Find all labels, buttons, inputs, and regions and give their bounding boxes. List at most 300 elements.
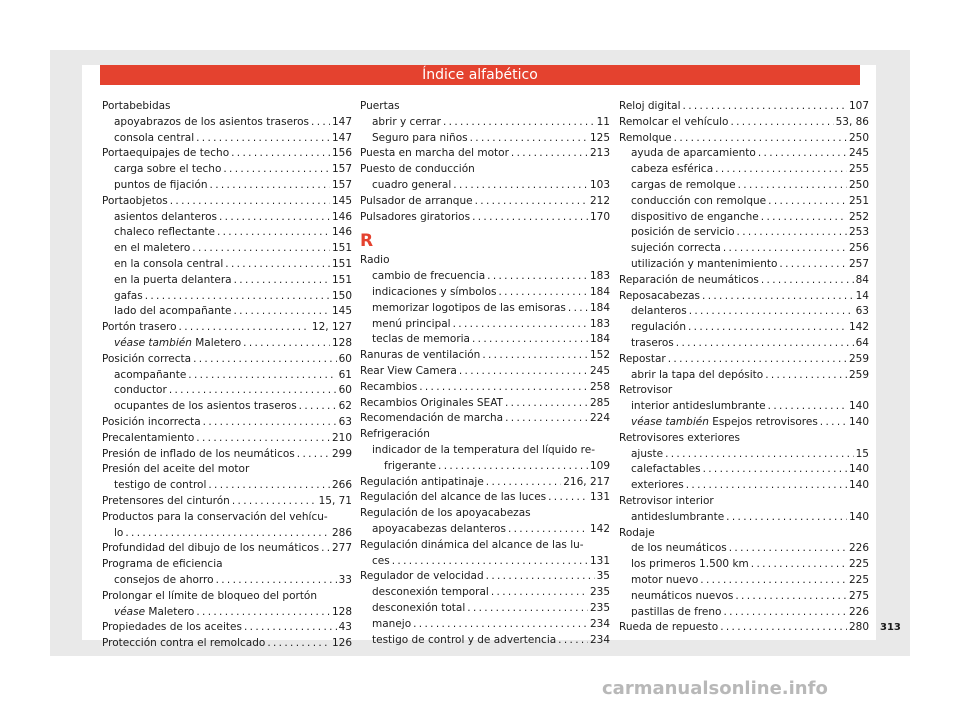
dot-leader [193,352,337,368]
entry-page-ref: 210 [331,431,352,444]
dot-leader [498,285,587,301]
entry-page-ref: 63 [338,415,352,428]
dot-leader [486,475,561,491]
entry-page-ref: 250 [848,131,869,144]
index-entry [619,352,869,368]
index-entry [360,364,610,380]
index-entry [102,383,352,399]
index-entry [102,399,352,415]
entry-label: consola central [114,131,195,144]
dot-leader [676,336,854,352]
entry-label: cabeza esférica [631,163,714,176]
entry-label: acompañante [114,368,187,381]
entry-label: carga sobre el techo [114,163,222,176]
entry-label: Puesta en marcha del motor [360,147,509,160]
entry-page-ref: 63 [855,305,869,318]
entry-label: utilización y mantenimiento [631,257,778,270]
entry-label: Propiedades de los aceites [102,621,242,634]
entry-page-ref: 235 [589,586,610,599]
index-entry [619,131,869,147]
entry-page-ref: 151 [331,257,352,270]
index-entry [360,585,610,601]
index-entry [102,620,352,636]
page-header: Índice alfabético [100,65,860,85]
dot-leader [505,411,588,427]
entry-label: en la puerta delantera [114,273,232,286]
index-entry [360,178,610,194]
entry-label: lado del acompañante [114,305,232,318]
entry-label: Posición correcta [102,352,192,365]
entry-label: desconexión temporal [372,586,489,599]
dot-leader [413,617,588,633]
index-entry [360,569,610,585]
dot-leader [392,554,588,570]
index-heading: Rodaje [619,526,655,539]
index-entry [102,210,352,226]
dot-leader [244,620,337,636]
entry-page-ref: 256 [848,242,869,255]
entry-label: Regulador de velocidad [360,570,484,583]
index-entry [360,317,610,333]
index-entry [102,447,352,463]
index-entry [360,459,610,475]
entry-page-ref: 12, 127 [311,321,352,334]
dot-leader [751,557,847,573]
entry-label: Seguro para niños [372,131,468,144]
entry-label: de los neumáticos [631,542,727,555]
entry-page-ref: 255 [848,163,869,176]
index-entry [619,399,869,415]
entry-label: ces [372,554,390,567]
entry-label: menú principal [372,317,451,330]
dot-leader [443,115,595,131]
index-heading: Radio [360,254,390,267]
dot-leader [487,269,588,285]
entry-label: Profundidad del dibujo de los neumáticos [102,542,320,555]
dot-leader [668,352,847,368]
entry-page-ref: 146 [331,210,352,223]
entry-page-ref: 170 [589,210,610,223]
entry-page-ref: 60 [338,352,352,365]
index-heading: Puesto de conducción [360,163,475,176]
dot-leader [297,447,330,463]
dot-leader [683,99,847,115]
entry-label: lo [114,526,124,539]
index-entry [102,494,352,510]
entry-page-ref: 280 [848,621,869,634]
entry-label: los primeros 1.500 km [631,558,749,571]
entry-page-ref: 259 [848,368,869,381]
entry-label: puntos de fijación [114,178,208,191]
entry-page-ref: 35 [596,570,610,583]
entry-label: ayuda de aparcamiento [631,147,756,160]
index-heading: Productos para la conservación del vehícu- [102,510,328,523]
dot-leader [419,380,588,396]
entry-page-ref: 259 [848,352,869,365]
index-column-2 [360,99,610,648]
entry-page-ref: 150 [331,289,352,302]
entry-label: Pretensores del cinturón [102,494,230,507]
index-entry [360,210,610,226]
entry-page-ref: 275 [848,589,869,602]
entry-page-ref: 125 [589,131,610,144]
dot-leader [210,178,330,194]
index-entry [619,241,869,257]
entry-page-ref: 152 [589,349,610,362]
dot-leader [459,364,588,380]
dot-leader [475,194,588,210]
page-number: 313 [880,622,901,633]
index-entry [360,285,610,301]
entry-label: Recambios [360,380,418,393]
index-entry [619,304,869,320]
index-entry [360,269,610,285]
entry-label [114,336,241,352]
dot-leader [729,541,847,557]
entry-label: Pulsadores giratorios [360,210,471,223]
index-entry [360,411,610,427]
see-also-label: véase [114,605,146,618]
entry-page-ref: 103 [589,178,610,191]
index-entry [102,194,352,210]
index-heading: Retrovisor interior [619,494,714,507]
entry-page-ref: 250 [848,178,869,191]
dot-leader [192,241,330,257]
entry-label: cargas de remolque [631,178,736,191]
index-entry [102,541,352,557]
entry-label: Reparación de neumáticos [619,273,759,286]
entry-label: Pulsador de arranque [360,194,473,207]
entry-label: Repostar [619,352,666,365]
entry-page-ref: 183 [589,317,610,330]
index-entry [619,573,869,589]
entry-label: delanteros [631,305,687,318]
entry-label: desconexión total [372,601,466,614]
entry-page-ref: 225 [848,558,869,571]
entry-page-ref: 142 [848,321,869,334]
index-entry [102,320,352,336]
watermark: carmanualsonline.info [602,678,828,699]
dot-leader [299,399,337,415]
dot-leader [472,332,588,348]
dot-leader [758,146,847,162]
index-entry [102,336,352,352]
entry-page-ref: 15, 71 [318,494,352,507]
entry-page-ref: 253 [848,226,869,239]
entry-page-ref: 257 [848,257,869,270]
dot-leader [820,415,847,431]
index-entry [360,617,610,633]
entry-page-ref: 245 [589,364,610,377]
entry-label: apoyabrazos de los asientos traseros [114,115,310,128]
dot-leader [558,633,588,649]
entry-label: sujeción correcta [631,242,721,255]
dot-leader [196,431,330,447]
dot-leader [453,178,588,194]
dot-leader [735,589,847,605]
index-entry [360,475,610,491]
entry-page-ref: 234 [589,617,610,630]
index-entry [360,633,610,649]
index-heading: Programa de eficiencia [102,558,223,571]
dot-leader [217,225,330,241]
entry-label: antideslumbrante [631,510,725,523]
index-heading: Refrigeración [360,428,430,441]
entry-page-ref: 142 [589,522,610,535]
entry-page-ref: 33 [338,573,352,586]
entry-label: Recambios Originales SEAT [360,396,503,409]
index-heading: Retrovisor [619,384,673,397]
entry-page-ref: 60 [338,384,352,397]
index-entry [619,194,869,210]
index-entry [619,478,869,494]
dot-leader [216,573,337,589]
entry-label: frigerante [384,459,437,472]
index-entry [619,541,869,557]
dot-leader [779,257,847,273]
entry-page-ref: 62 [338,400,352,413]
index-entry [619,620,869,636]
entry-page-ref: 146 [331,226,352,239]
entry-page-ref: 251 [848,194,869,207]
dot-leader [511,146,588,162]
dot-leader [179,320,310,336]
index-entry [360,396,610,412]
dot-leader [568,301,588,317]
entry-page-ref: 131 [589,491,610,504]
entry-page-ref: 107 [848,100,869,112]
index-entry [619,415,869,431]
index-entry [102,146,352,162]
entry-label: conducción con remolque [631,194,767,207]
index-entry [619,225,869,241]
index-entry [102,273,352,289]
index-entry [102,304,352,320]
entry-page-ref: 224 [589,412,610,425]
entry-label [631,415,818,431]
dot-leader [723,605,846,621]
index-entry [619,162,869,178]
entry-page-ref: 184 [589,301,610,314]
entry-label: indicaciones y símbolos [372,285,497,298]
dot-leader [548,490,588,506]
entry-page-ref: 131 [589,554,610,567]
dot-leader [467,601,588,617]
entry-page-ref: 15 [855,447,869,460]
entry-label: cuadro general [372,178,452,191]
entry-label: abrir la tapa del depósito [631,368,764,381]
entry-label: ocupantes de los asientos traseros [114,400,297,413]
index-entry [360,601,610,617]
index-entry [360,380,610,396]
entry-page-ref: 183 [589,270,610,283]
index-entry [360,131,610,147]
entry-label: posición de servicio [631,226,735,239]
index-entry [102,131,352,147]
dot-leader [267,636,330,652]
index-entry [102,573,352,589]
dot-leader [738,178,847,194]
dot-leader [508,522,588,538]
entry-label: neumáticos nuevos [631,589,734,602]
entry-label: apoyacabezas delanteros [372,522,506,535]
entry-page-ref: 285 [589,396,610,409]
index-entry [102,289,352,305]
entry-page-ref: 277 [331,542,352,555]
entry-label: chaleco reflectante [114,226,215,239]
index-heading: Presión del aceite del motor [102,463,250,476]
index-heading: Regulación de los apoyacabezas [360,507,531,520]
entry-label: dispositivo de enganche [631,210,759,223]
entry-page-ref: 151 [331,242,352,255]
entry-page-ref: 252 [848,210,869,223]
entry-page-ref: 234 [589,633,610,646]
entry-page-ref: 14 [855,289,869,302]
index-entry [360,554,610,570]
entry-page-ref: 151 [331,273,352,286]
dot-leader [453,317,588,333]
dot-leader [438,459,588,475]
dot-leader [321,541,330,557]
entry-page-ref: 53, 86 [835,115,869,128]
dot-leader [768,194,847,210]
entry-page-ref: 11 [596,115,610,128]
entry-label: Ranuras de ventilación [360,349,481,362]
entry-page-ref: 184 [589,333,610,346]
entry-label: testigo de control [114,479,207,492]
entry-text: Espejos retrovisores [708,415,818,428]
dot-leader [737,225,847,241]
entry-label: teclas de memoria [372,333,470,346]
dot-leader [765,368,847,384]
entry-page-ref: 226 [848,605,869,618]
dot-leader [723,241,847,257]
index-heading: Portabebidas [102,100,171,112]
entry-page-ref: 157 [331,163,352,176]
entry-page-ref: 184 [589,285,610,298]
dot-leader [188,368,336,384]
index-entry [360,490,610,506]
index-entry [360,301,610,317]
entry-label: manejo [372,617,412,630]
dot-leader [170,194,330,210]
entry-page-ref: 109 [589,459,610,472]
index-heading: Puertas [360,100,400,112]
entry-page-ref: 299 [331,447,352,460]
index-entry [360,348,610,364]
entry-page-ref: 140 [848,400,869,413]
entry-page-ref: 145 [331,305,352,318]
entry-page-ref: 128 [331,605,352,618]
dot-leader [311,115,330,131]
index-entry [619,146,869,162]
entry-label: Rueda de repuesto [619,621,719,634]
entry-page-ref: 213 [589,147,610,160]
dot-leader [702,289,854,305]
entry-page-ref: 226 [848,542,869,555]
index-entry [360,522,610,538]
index-entry [102,605,352,621]
dot-leader [234,273,330,289]
index-entry [102,526,352,542]
dot-leader [761,273,854,289]
dot-leader [472,210,588,226]
index-entry [619,462,869,478]
entry-label: Portaequipajes de techo [102,147,230,160]
dot-leader [703,462,847,478]
entry-page-ref: 266 [331,479,352,492]
entry-label: Presión de inflado de los neumáticos [102,447,295,460]
entry-page-ref: 156 [331,147,352,160]
entry-label: exteriores [631,479,684,492]
index-entry [102,257,352,273]
index-entry [619,589,869,605]
entry-page-ref: 64 [855,336,869,349]
entry-page-ref: 140 [848,510,869,523]
entry-page-ref: 61 [338,368,352,381]
dot-leader [665,447,854,463]
index-entry [360,115,610,131]
index-entry [360,332,610,348]
dot-leader [145,289,330,305]
entry-label: regulación [631,321,686,334]
dot-leader [232,494,317,510]
entry-label [114,605,194,621]
entry-label: Rear View Camera [360,364,457,377]
entry-page-ref: 147 [331,131,352,144]
index-entry [102,368,352,384]
entry-page-ref: 245 [848,147,869,160]
index-entry [102,225,352,241]
index-entry [619,510,869,526]
dot-leader [225,257,330,273]
entry-label: Regulación antipatinaje [360,475,484,488]
entry-label: Portaobjetos [102,194,168,207]
index-entry [619,320,869,336]
index-entry [102,162,352,178]
entry-page-ref: 216, 217 [563,475,610,488]
dot-leader [482,348,588,364]
index-entry [102,178,352,194]
entry-text: Maletero [191,336,242,349]
dot-leader [196,605,330,621]
index-entry [619,115,869,131]
section-letter: R [360,231,374,252]
index-entry [102,636,352,652]
index-entry [102,352,352,368]
dot-leader [674,131,847,147]
dot-leader [169,383,337,399]
entry-page-ref: 126 [331,637,352,650]
index-entry [619,368,869,384]
index-entry [102,478,352,494]
entry-label: testigo de control y de advertencia [372,633,557,646]
entry-page-ref: 286 [331,526,352,539]
entry-label: abrir y cerrar [372,115,441,128]
index-entry [619,557,869,573]
index-heading: indicador de la temperatura del líquido re- [372,443,596,456]
index-heading: Prolongar el límite de bloqueo del portón [102,589,318,602]
dot-leader [505,396,588,412]
index-entry [360,194,610,210]
dot-leader [219,210,330,226]
dot-leader [726,510,847,526]
index-entry [619,210,869,226]
dot-leader [243,336,330,352]
entry-label: interior antideslumbrante [631,400,766,413]
entry-label: Remolque [619,131,672,144]
entry-label: Remolcar el vehículo [619,115,729,128]
